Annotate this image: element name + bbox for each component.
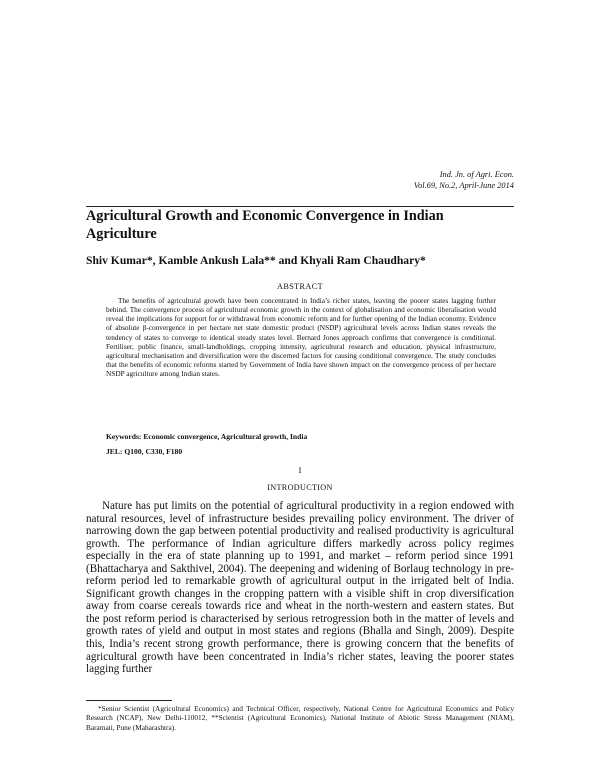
header-rule bbox=[86, 206, 514, 207]
journal-volume: Vol.69, No.2, April-June 2014 bbox=[413, 180, 514, 190]
section-number: I bbox=[298, 466, 302, 475]
jel-codes: JEL: Q100, C330, F180 bbox=[106, 447, 183, 456]
paper-title: Agricultural Growth and Economic Convergence in Indian Agriculture bbox=[86, 208, 444, 242]
journal-name: Ind. Jn. of Agri. Econ. bbox=[439, 170, 514, 179]
journal-citation bbox=[414, 170, 514, 191]
footnote-rule bbox=[86, 700, 172, 701]
keywords: Keywords: Economic convergence, Agricultural growth, India bbox=[106, 432, 308, 441]
abstract-text: The benefits of agricultural growth have been concentrated in India’s richer states, leaving the poorer states lagging further behind. The convergence process of agricultural economic growth in the context of globalisation and economic liberalisation would reveal the implications for support for or withdrawal from economic reform and for further opening of the Indian economy. Evidence of absolute β-convergence in per hectare net state domestic product (NSDP) agricultural levels across Indian states reveals the tendency of states to converge to identical steady states level. Bernard Jones approach confirms that convergence is conditional. Fertiliser, public finance, small-landholdings, cropping intensity, agricultural research and education, physical infrastructure, agricultural mechanisation and diversification were the discerned factors for causing conditional convergence. The study concludes that the benefits of economic reforms started by Government of India have shown impact on the convergence process of per hectare NSDP agriculture among Indian states. bbox=[106, 296, 496, 379]
body-paragraph: Nature has put limits on the potential of agricultural productivity in a region endowed with natural resources, level of infrastructure besides prevailing policy environment. The driver of narrowing down the gap between potential productivity and realised productivity is agricultural growth. The performance of Indian agriculture differs markedly across policy regimes especially in the era of state planning up to 1991, and market – reform period since 1991 (Bhattacharya and Sakthivel, 2004). The deepening and widening of Borlaug technology in pre-reform period led to remarkable growth of agricultural output in the irrigated belt of India. Significant growth changes in the cropping pattern with a visible shift in crop diversification away from coarse cereals towards rice and wheat in the north-western and eastern states. But the post reform period is characterised by serious retrogression both in the matter of levels and growth rates of yield and output in most states and regions (Bhalla and Singh, 2009). Despite this, India’s recent strong growth performance, there is growing concern that the benefits of agricultural growth have been concentrated in India’s richer states, leaving the poorer states lagging further bbox=[86, 500, 514, 676]
abstract-heading: ABSTRACT bbox=[277, 282, 323, 291]
section-title: INTRODUCTION bbox=[267, 483, 333, 492]
footnote: *Senior Scientist (Agricultural Economics) and Technical Officer, respectively, National Centre for Agricultural Economics and Policy Research (NCAP), New Delhi-110012, **Scientist (Agricultural Economics), National Institute of Abiotic Stress Management (NIAM), Baramati, Pune (Maharashtra). bbox=[86, 704, 514, 732]
author-list: Shiv Kumar*, Kamble Ankush Lala** and Khyali Ram Chaudhary* bbox=[86, 254, 426, 267]
